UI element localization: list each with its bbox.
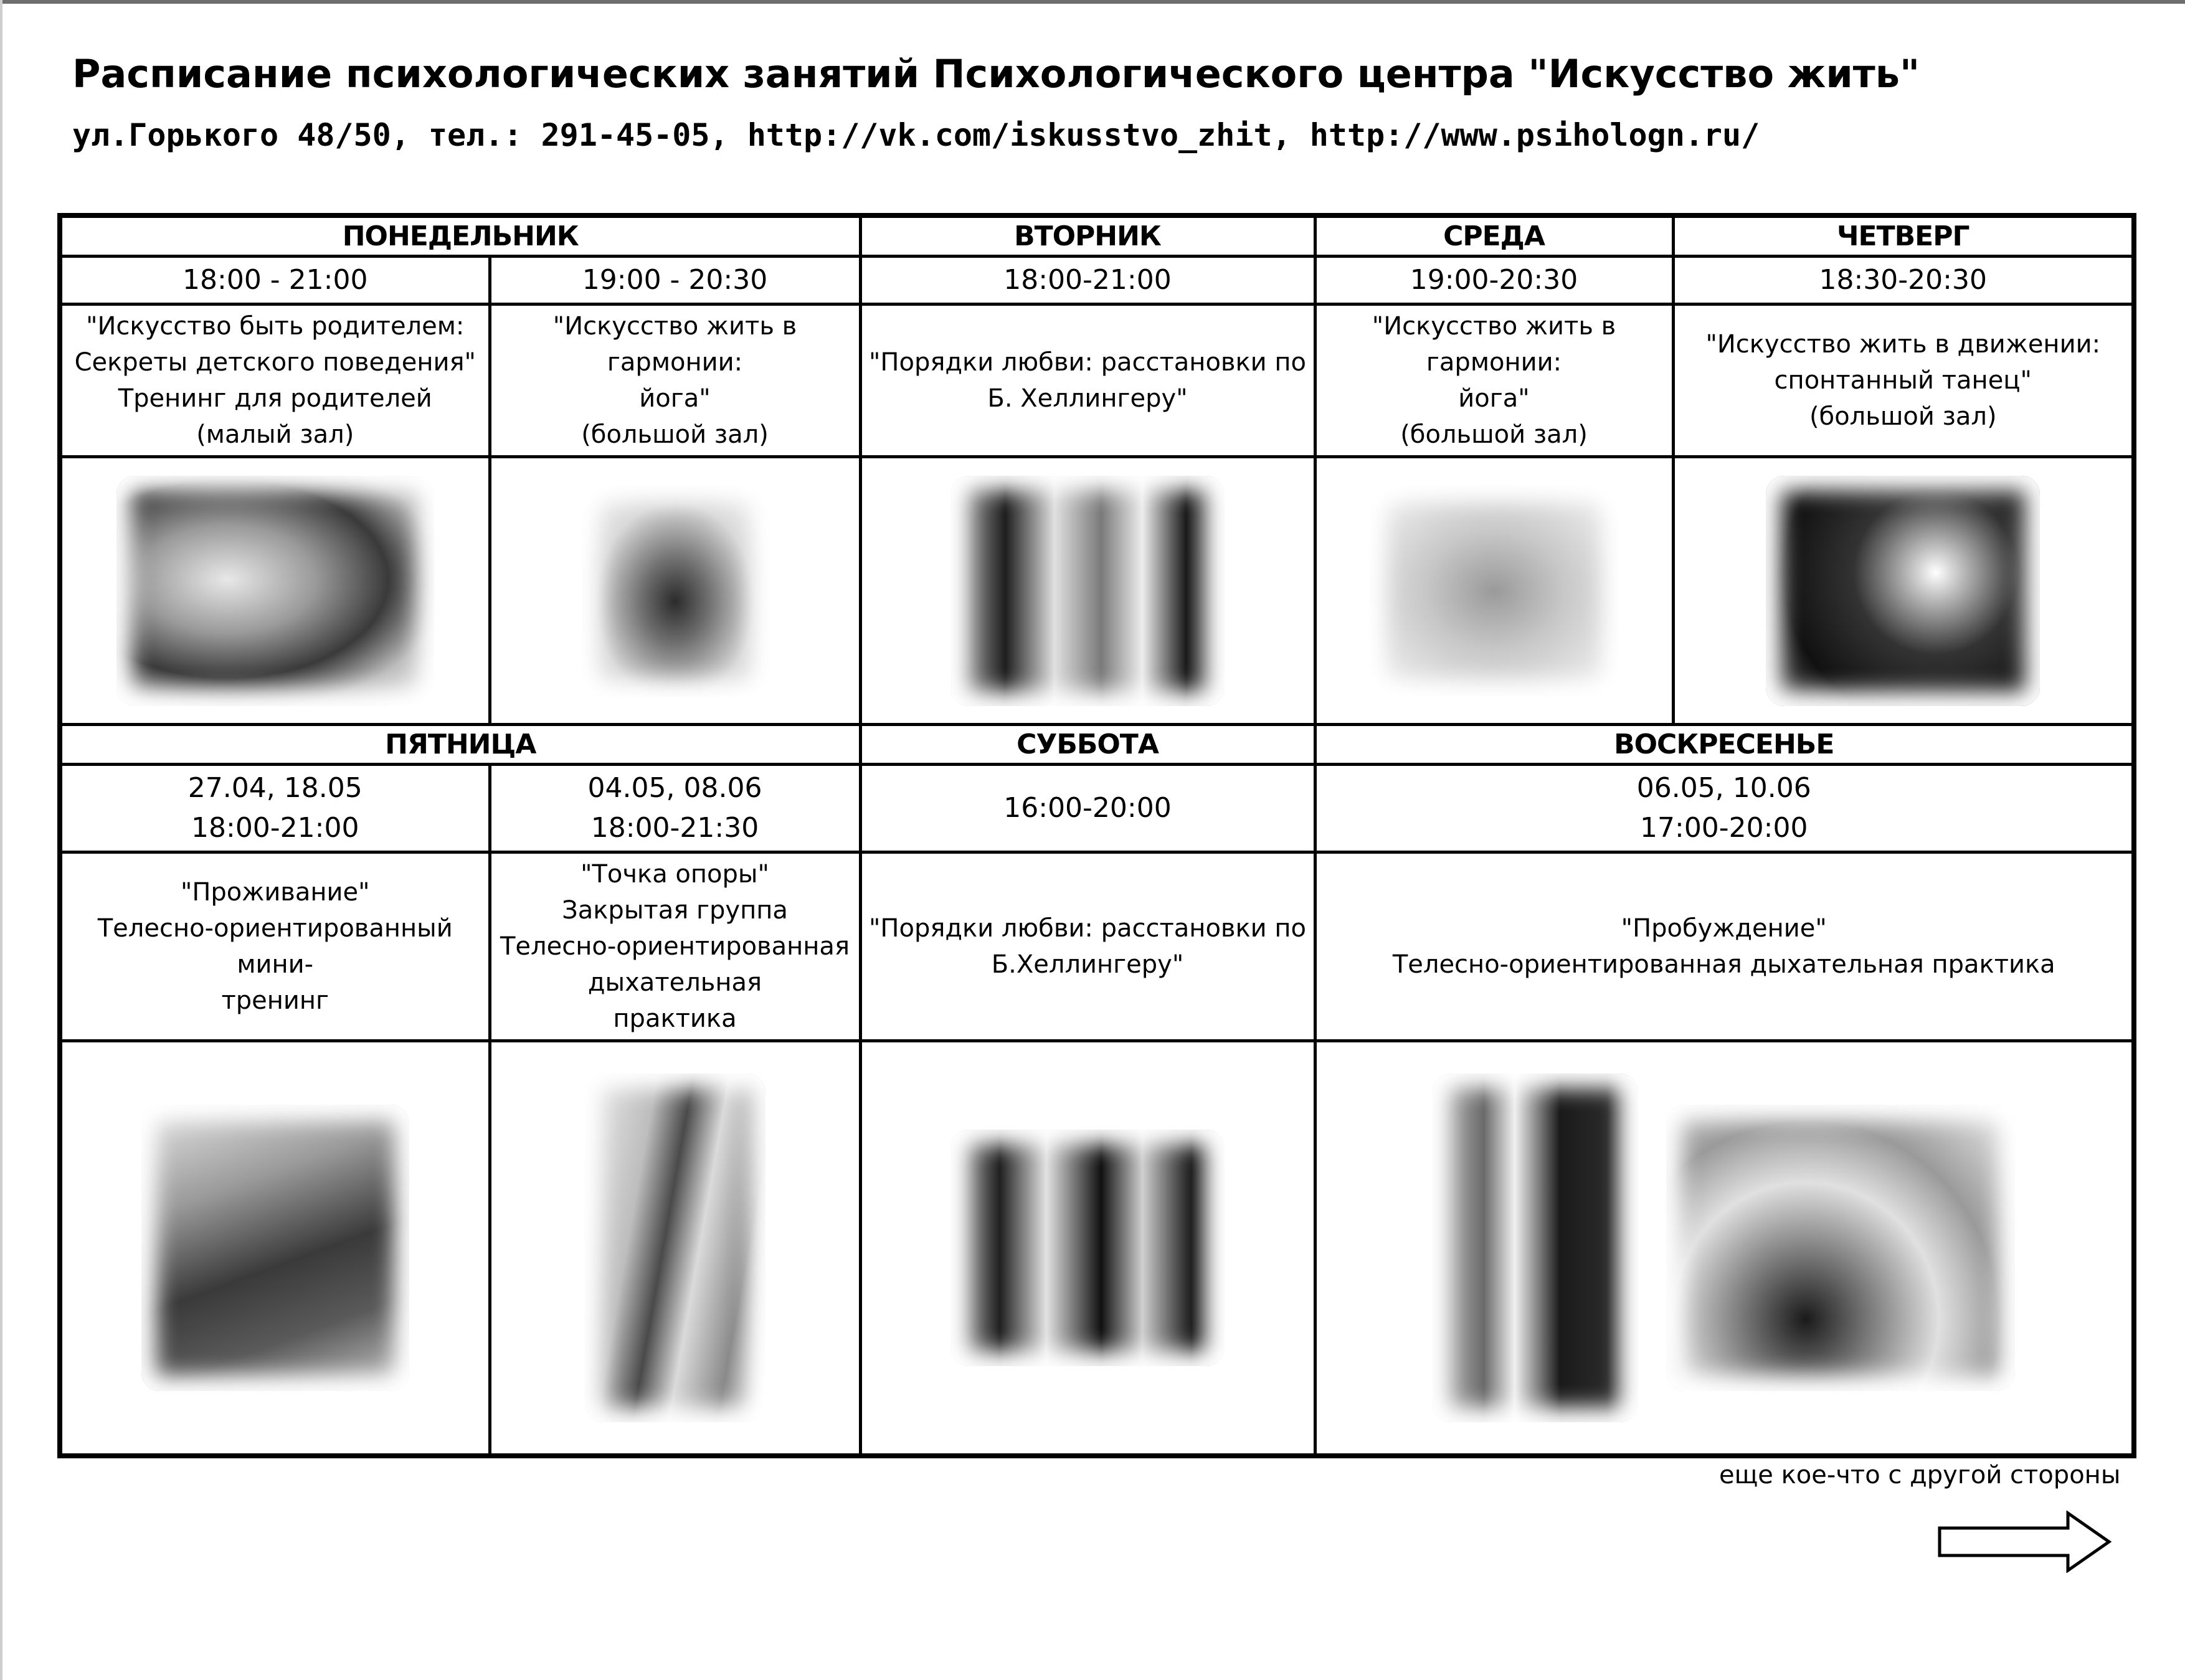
mother-and-child-photo xyxy=(116,476,434,706)
contact-line: ул.Горького 48/50, тел.: 291-45-05, http://vk.com/iskusstvo_zhit, http://www.psihologn.ru/ xyxy=(72,117,1760,153)
monday-b-time: 19:00 - 20:30 xyxy=(490,257,860,304)
right-arrow-icon xyxy=(1937,1511,2112,1573)
day-saturday: СУББОТА xyxy=(860,725,1315,765)
thursday-photo-cell xyxy=(1673,457,2134,725)
back-side-note: еще кое-что с другой стороны xyxy=(1719,1461,2121,1489)
friday-b-schedule xyxy=(490,765,860,852)
sunday-dates: 06.05, 10.06 xyxy=(1636,772,1811,804)
monday-a-time: 18:00 - 21:00 xyxy=(60,257,490,304)
friday-b-photo-cell xyxy=(490,1041,860,1456)
day-wednesday: СРЕДА xyxy=(1315,215,1673,257)
week2-days-row xyxy=(60,725,2134,765)
friday-a-schedule xyxy=(60,765,490,852)
saturday-photo-cell xyxy=(860,1041,1315,1456)
friday-a-time: 18:00-21:00 xyxy=(191,812,359,844)
monday-b-photo-cell xyxy=(490,457,860,725)
week2-photos-row xyxy=(60,1041,2134,1456)
tuesday-description: "Порядки любви: расстановки по Б. Хеллингеру" xyxy=(860,304,1315,457)
saturday-time: 16:00-20:00 xyxy=(860,765,1315,852)
sunday-time: 17:00-20:00 xyxy=(1640,812,1808,844)
monday-a-photo-cell xyxy=(60,457,490,725)
friday-b-time: 18:00-21:30 xyxy=(590,812,759,844)
day-sunday: ВОСКРЕСЕНЬЕ xyxy=(1315,725,2134,765)
dancer-light-photo xyxy=(1766,476,2040,706)
friday-b-description: "Точка опоры" Закрытая группа Телесно-ориентированная дыхательная практика xyxy=(490,852,860,1041)
week1-times-row xyxy=(60,257,2134,304)
tuesday-time: 18:00-21:00 xyxy=(860,257,1315,304)
clouds-woman-photo xyxy=(1666,1105,2015,1391)
week2-times-row xyxy=(60,765,2134,852)
week1-descriptions-row xyxy=(60,304,2134,457)
schedule-table xyxy=(57,213,2136,1458)
tuesday-photo-cell xyxy=(860,457,1315,725)
friday-b-dates: 04.05, 08.06 xyxy=(587,772,762,804)
sunday-description: "Пробуждение" Телесно-ориентированная дыхательная практика xyxy=(1315,852,2134,1041)
yoga-pose-photo xyxy=(582,485,769,697)
week1-days-row xyxy=(60,215,2134,257)
wednesday-description: "Искусство жить в гармонии: йога" (большой зал) xyxy=(1315,304,1673,457)
top-border-line xyxy=(0,0,2185,4)
sunday-photos-cell xyxy=(1315,1041,2134,1456)
constellation-group-photo xyxy=(950,1130,1225,1366)
wednesday-time: 19:00-20:30 xyxy=(1315,257,1673,304)
thursday-time: 18:30-20:30 xyxy=(1673,257,2134,304)
friday-a-photo-cell xyxy=(60,1041,490,1456)
friday-a-dates: 27.04, 18.05 xyxy=(187,772,363,804)
week1-photos-row xyxy=(60,457,2134,725)
saturday-description: "Порядки любви: расстановки по Б.Хеллингеру" xyxy=(860,852,1315,1041)
monday-b-description: "Искусство жить в гармонии: йога" (большой зал) xyxy=(490,304,860,457)
floor-exercise-photo xyxy=(141,1105,409,1391)
page-title: Расписание психологических занятий Психологического центра "Искусство жить" xyxy=(72,51,1920,97)
left-border-line xyxy=(0,0,2,1680)
wednesday-photo-cell xyxy=(1315,457,1673,725)
pole-acrobatics-photo xyxy=(585,1074,765,1422)
group-session-photo xyxy=(950,476,1225,706)
thursday-description: "Искусство жить в движении: спонтанный танец" (большой зал) xyxy=(1673,304,2134,457)
monday-a-description: "Искусство быть родителем: Секреты детского поведения" Тренинг для родителей (малый зал) xyxy=(60,304,490,457)
friday-a-description: "Проживание" Телесно-ориентированный мини- тренинг xyxy=(60,852,490,1041)
week2-descriptions-row xyxy=(60,852,2134,1041)
day-monday: ПОНЕДЕЛЬНИК xyxy=(60,215,860,257)
praying-hands-photo xyxy=(1370,485,1619,697)
sunday-schedule xyxy=(1315,765,2134,852)
day-tuesday: ВТОРНИК xyxy=(860,215,1315,257)
day-friday: ПЯТНИЦА xyxy=(60,725,860,765)
couple-breathing-photo xyxy=(1433,1074,1638,1422)
day-thursday: ЧЕТВЕРГ xyxy=(1673,215,2134,257)
